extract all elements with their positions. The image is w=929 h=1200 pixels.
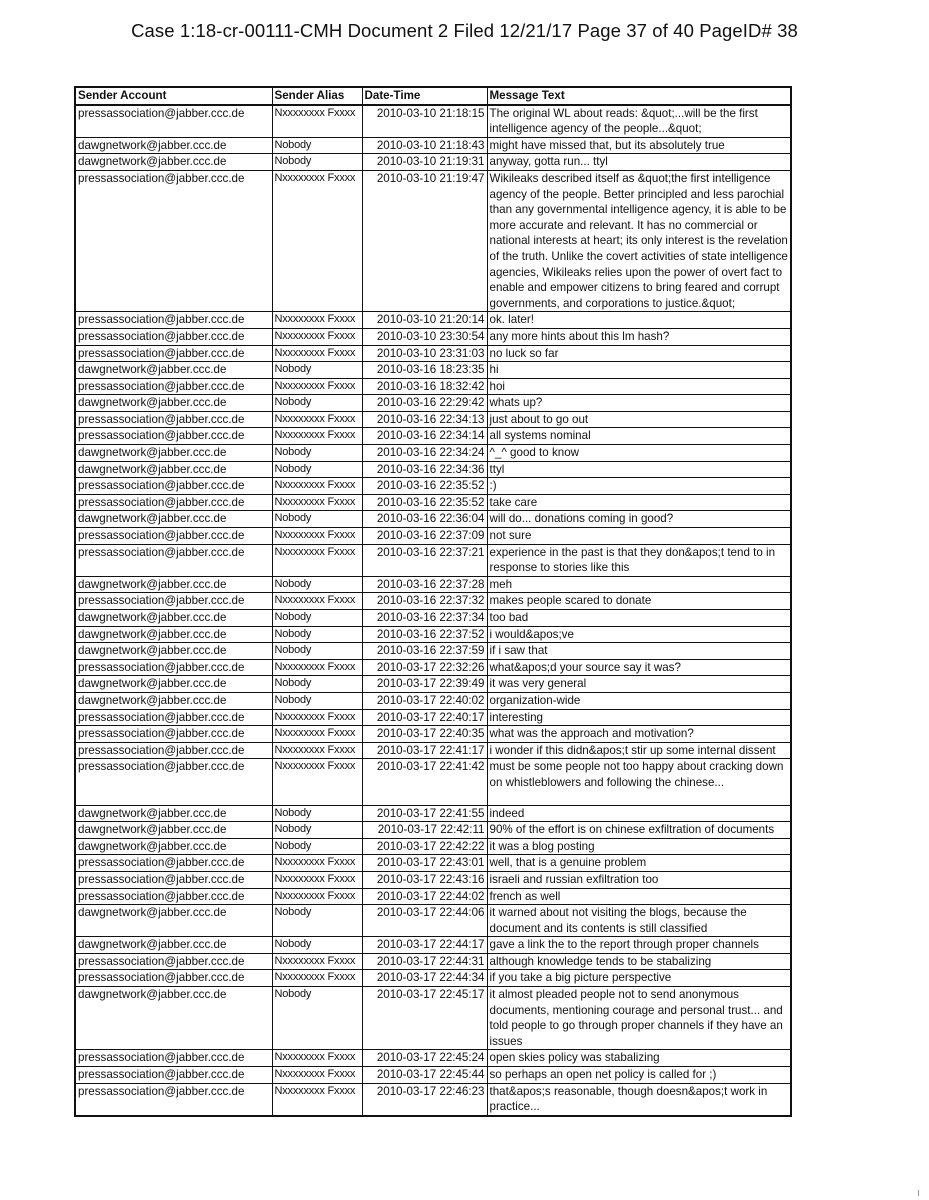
- date-time-cell: 2010-03-17 22:41:55: [362, 805, 487, 822]
- message-text-cell: hoi: [487, 378, 791, 395]
- date-time-cell: 2010-03-16 22:34:13: [362, 411, 487, 428]
- message-text-cell: anyway, gotta run... ttyl: [487, 154, 791, 171]
- message-text-cell: must be some people not too happy about cracking down on whistleblowers and following the chinese...: [487, 759, 791, 805]
- sender-account-cell: dawgnetwork@jabber.ccc.de: [75, 822, 272, 839]
- date-time-cell: 2010-03-17 22:43:16: [362, 871, 487, 888]
- message-text-cell: 90% of the effort is on chinese exfiltration of documents: [487, 822, 791, 839]
- message-text-cell: it almost pleaded people not to send anonymous documents, mentioning courage and personal trust... and told people to go through proper channels if they have an issues: [487, 987, 791, 1050]
- message-text-cell: french as well: [487, 888, 791, 905]
- table-row: [75, 511, 791, 528]
- sender-account-cell: pressassociation@jabber.ccc.de: [75, 411, 272, 428]
- date-time-cell: 2010-03-16 22:35:52: [362, 494, 487, 511]
- table-row: [75, 610, 791, 627]
- table-body: [75, 105, 791, 1116]
- message-text-cell: The original WL about reads: &quot;...will be the first intelligence agency of the people...&quot;: [487, 105, 791, 138]
- sender-alias-cell: Nobody: [272, 822, 362, 839]
- table-row: [75, 1083, 791, 1116]
- date-time-cell: 2010-03-17 22:44:31: [362, 953, 487, 970]
- sender-account-cell: pressassociation@jabber.ccc.de: [75, 544, 272, 576]
- sender-account-cell: pressassociation@jabber.ccc.de: [75, 1083, 272, 1116]
- sender-alias-cell: Nxxxxxxxx Fxxxx: [272, 1083, 362, 1116]
- sender-alias-cell: Nxxxxxxxx Fxxxx: [272, 544, 362, 576]
- message-text-cell: what was the approach and motivation?: [487, 726, 791, 743]
- table-row: [75, 709, 791, 726]
- sender-alias-cell: Nobody: [272, 838, 362, 855]
- table-row: [75, 643, 791, 660]
- date-time-cell: 2010-03-17 22:42:22: [362, 838, 487, 855]
- sender-alias-cell: Nobody: [272, 154, 362, 171]
- message-text-cell: organization-wide: [487, 692, 791, 709]
- sender-account-cell: dawgnetwork@jabber.ccc.de: [75, 511, 272, 528]
- sender-alias-cell: Nxxxxxxxx Fxxxx: [272, 726, 362, 743]
- sender-alias-cell: Nobody: [272, 905, 362, 937]
- table-row: [75, 528, 791, 545]
- message-text-cell: take care: [487, 494, 791, 511]
- message-text-cell: any more hints about this lm hash?: [487, 328, 791, 345]
- date-time-cell: 2010-03-16 22:29:42: [362, 395, 487, 412]
- message-text-cell: ^_^ good to know: [487, 445, 791, 462]
- sender-account-cell: pressassociation@jabber.ccc.de: [75, 170, 272, 311]
- date-time-cell: 2010-03-17 22:44:02: [362, 888, 487, 905]
- sender-alias-cell: Nxxxxxxxx Fxxxx: [272, 1050, 362, 1067]
- table-row: [75, 105, 791, 138]
- message-text-cell: makes people scared to donate: [487, 593, 791, 610]
- message-text-cell: i would&apos;ve: [487, 626, 791, 643]
- sender-alias-cell: Nobody: [272, 511, 362, 528]
- sender-account-cell: pressassociation@jabber.ccc.de: [75, 478, 272, 495]
- sender-alias-cell: Nobody: [272, 137, 362, 154]
- date-time-cell: 2010-03-17 22:45:24: [362, 1050, 487, 1067]
- message-text-cell: open skies policy was stabalizing: [487, 1050, 791, 1067]
- date-time-cell: 2010-03-10 23:30:54: [362, 328, 487, 345]
- sender-account-cell: dawgnetwork@jabber.ccc.de: [75, 692, 272, 709]
- table-row: [75, 1067, 791, 1084]
- table-row: [75, 461, 791, 478]
- sender-alias-cell: Nxxxxxxxx Fxxxx: [272, 312, 362, 329]
- sender-account-cell: dawgnetwork@jabber.ccc.de: [75, 610, 272, 627]
- table-row: [75, 871, 791, 888]
- column-header-sender-alias: Sender Alias: [272, 87, 362, 105]
- date-time-cell: 2010-03-17 22:45:44: [362, 1067, 487, 1084]
- date-time-cell: 2010-03-16 22:34:14: [362, 428, 487, 445]
- date-time-cell: 2010-03-10 21:19:31: [362, 154, 487, 171]
- sender-account-cell: pressassociation@jabber.ccc.de: [75, 742, 272, 759]
- sender-alias-cell: Nobody: [272, 643, 362, 660]
- date-time-cell: 2010-03-16 22:37:09: [362, 528, 487, 545]
- date-time-cell: 2010-03-17 22:41:17: [362, 742, 487, 759]
- column-header-message-text: Message Text: [487, 87, 791, 105]
- message-text-cell: meh: [487, 576, 791, 593]
- table-row: [75, 378, 791, 395]
- sender-alias-cell: Nxxxxxxxx Fxxxx: [272, 411, 362, 428]
- sender-account-cell: pressassociation@jabber.ccc.de: [75, 953, 272, 970]
- sender-account-cell: pressassociation@jabber.ccc.de: [75, 593, 272, 610]
- date-time-cell: 2010-03-16 22:37:34: [362, 610, 487, 627]
- scan-edge-mark: [918, 1190, 919, 1196]
- document-header: Case 1:18-cr-00111-CMH Document 2 Filed 12/21/17 Page 37 of 40 PageID# 38: [131, 20, 798, 41]
- sender-alias-cell: Nxxxxxxxx Fxxxx: [272, 871, 362, 888]
- date-time-cell: 2010-03-16 22:36:04: [362, 511, 487, 528]
- message-text-cell: ok. later!: [487, 312, 791, 329]
- sender-alias-cell: Nobody: [272, 610, 362, 627]
- table-row: [75, 838, 791, 855]
- message-text-cell: if i saw that: [487, 643, 791, 660]
- table-row: [75, 742, 791, 759]
- sender-account-cell: dawgnetwork@jabber.ccc.de: [75, 461, 272, 478]
- sender-alias-cell: Nobody: [272, 676, 362, 693]
- table-row: [75, 445, 791, 462]
- sender-account-cell: pressassociation@jabber.ccc.de: [75, 970, 272, 987]
- message-text-cell: might have missed that, but its absolutely true: [487, 137, 791, 154]
- sender-account-cell: pressassociation@jabber.ccc.de: [75, 855, 272, 872]
- table-row: [75, 428, 791, 445]
- sender-alias-cell: Nxxxxxxxx Fxxxx: [272, 378, 362, 395]
- sender-account-cell: pressassociation@jabber.ccc.de: [75, 888, 272, 905]
- sender-account-cell: dawgnetwork@jabber.ccc.de: [75, 676, 272, 693]
- sender-alias-cell: Nobody: [272, 395, 362, 412]
- sender-alias-cell: Nxxxxxxxx Fxxxx: [272, 953, 362, 970]
- sender-account-cell: dawgnetwork@jabber.ccc.de: [75, 154, 272, 171]
- date-time-cell: 2010-03-17 22:44:06: [362, 905, 487, 937]
- table-row: [75, 822, 791, 839]
- sender-account-cell: dawgnetwork@jabber.ccc.de: [75, 362, 272, 379]
- table-row: [75, 805, 791, 822]
- message-text-cell: interesting: [487, 709, 791, 726]
- message-text-cell: israeli and russian exfiltration too: [487, 871, 791, 888]
- chat-log-table: [74, 86, 792, 1117]
- sender-alias-cell: Nxxxxxxxx Fxxxx: [272, 428, 362, 445]
- date-time-cell: 2010-03-17 22:39:49: [362, 676, 487, 693]
- table-row: [75, 576, 791, 593]
- sender-alias-cell: Nxxxxxxxx Fxxxx: [272, 888, 362, 905]
- sender-account-cell: pressassociation@jabber.ccc.de: [75, 871, 272, 888]
- table-row: [75, 987, 791, 1050]
- sender-account-cell: dawgnetwork@jabber.ccc.de: [75, 937, 272, 954]
- message-text-cell: it warned about not visiting the blogs, because the document and its contents is still classified: [487, 905, 791, 937]
- table-row: [75, 395, 791, 412]
- table-row: [75, 888, 791, 905]
- table-row: [75, 593, 791, 610]
- date-time-cell: 2010-03-17 22:40:35: [362, 726, 487, 743]
- sender-alias-cell: Nxxxxxxxx Fxxxx: [272, 478, 362, 495]
- message-text-cell: not sure: [487, 528, 791, 545]
- table-row: [75, 362, 791, 379]
- sender-account-cell: dawgnetwork@jabber.ccc.de: [75, 987, 272, 1050]
- column-header-sender-account: Sender Account: [75, 87, 272, 105]
- date-time-cell: 2010-03-17 22:46:23: [362, 1083, 487, 1116]
- table-row: [75, 544, 791, 576]
- table-row: [75, 312, 791, 329]
- sender-account-cell: pressassociation@jabber.ccc.de: [75, 709, 272, 726]
- sender-alias-cell: Nxxxxxxxx Fxxxx: [272, 970, 362, 987]
- date-time-cell: 2010-03-17 22:42:11: [362, 822, 487, 839]
- sender-alias-cell: Nobody: [272, 362, 362, 379]
- sender-alias-cell: Nobody: [272, 692, 362, 709]
- message-text-cell: too bad: [487, 610, 791, 627]
- table-row: [75, 855, 791, 872]
- date-time-cell: 2010-03-16 22:34:36: [362, 461, 487, 478]
- date-time-cell: 2010-03-17 22:41:42: [362, 759, 487, 805]
- sender-account-cell: pressassociation@jabber.ccc.de: [75, 528, 272, 545]
- date-time-cell: 2010-03-17 22:40:17: [362, 709, 487, 726]
- table-row: [75, 970, 791, 987]
- message-text-cell: hi: [487, 362, 791, 379]
- date-time-cell: 2010-03-17 22:40:02: [362, 692, 487, 709]
- message-text-cell: so perhaps an open net policy is called for ;): [487, 1067, 791, 1084]
- sender-account-cell: pressassociation@jabber.ccc.de: [75, 1050, 272, 1067]
- message-text-cell: it was very general: [487, 676, 791, 693]
- date-time-cell: 2010-03-10 21:18:15: [362, 105, 487, 138]
- message-text-cell: what&apos;d your source say it was?: [487, 659, 791, 676]
- sender-alias-cell: Nxxxxxxxx Fxxxx: [272, 593, 362, 610]
- date-time-cell: 2010-03-16 18:32:42: [362, 378, 487, 395]
- sender-account-cell: pressassociation@jabber.ccc.de: [75, 659, 272, 676]
- message-text-cell: experience in the past is that they don&apos;t tend to in response to stories like this: [487, 544, 791, 576]
- sender-account-cell: pressassociation@jabber.ccc.de: [75, 428, 272, 445]
- date-time-cell: 2010-03-16 18:23:35: [362, 362, 487, 379]
- sender-account-cell: pressassociation@jabber.ccc.de: [75, 345, 272, 362]
- table-row: [75, 953, 791, 970]
- table-row: [75, 676, 791, 693]
- date-time-cell: 2010-03-10 23:31:03: [362, 345, 487, 362]
- message-text-cell: indeed: [487, 805, 791, 822]
- sender-account-cell: dawgnetwork@jabber.ccc.de: [75, 626, 272, 643]
- sender-alias-cell: Nxxxxxxxx Fxxxx: [272, 1067, 362, 1084]
- table-row: [75, 478, 791, 495]
- table-row: [75, 626, 791, 643]
- date-time-cell: 2010-03-16 22:34:24: [362, 445, 487, 462]
- sender-alias-cell: Nobody: [272, 461, 362, 478]
- sender-account-cell: dawgnetwork@jabber.ccc.de: [75, 905, 272, 937]
- sender-account-cell: dawgnetwork@jabber.ccc.de: [75, 805, 272, 822]
- message-text-cell: well, that is a genuine problem: [487, 855, 791, 872]
- table-row: [75, 494, 791, 511]
- table-row: [75, 154, 791, 171]
- sender-account-cell: dawgnetwork@jabber.ccc.de: [75, 395, 272, 412]
- sender-account-cell: pressassociation@jabber.ccc.de: [75, 328, 272, 345]
- sender-alias-cell: Nxxxxxxxx Fxxxx: [272, 345, 362, 362]
- sender-alias-cell: Nxxxxxxxx Fxxxx: [272, 659, 362, 676]
- table-header-row: [75, 87, 791, 105]
- table-row: [75, 1050, 791, 1067]
- sender-account-cell: pressassociation@jabber.ccc.de: [75, 759, 272, 805]
- sender-account-cell: dawgnetwork@jabber.ccc.de: [75, 838, 272, 855]
- message-text-cell: although knowledge tends to be stabalizing: [487, 953, 791, 970]
- date-time-cell: 2010-03-17 22:45:17: [362, 987, 487, 1050]
- sender-alias-cell: Nobody: [272, 987, 362, 1050]
- table-row: [75, 726, 791, 743]
- sender-alias-cell: Nobody: [272, 937, 362, 954]
- date-time-cell: 2010-03-17 22:44:17: [362, 937, 487, 954]
- sender-alias-cell: Nxxxxxxxx Fxxxx: [272, 855, 362, 872]
- message-text-cell: gave a link the to the report through proper channels: [487, 937, 791, 954]
- sender-alias-cell: Nxxxxxxxx Fxxxx: [272, 709, 362, 726]
- message-text-cell: just about to go out: [487, 411, 791, 428]
- sender-alias-cell: Nxxxxxxxx Fxxxx: [272, 742, 362, 759]
- date-time-cell: 2010-03-17 22:32:26: [362, 659, 487, 676]
- message-text-cell: that&apos;s reasonable, though doesn&apos;t work in practice...: [487, 1083, 791, 1116]
- date-time-cell: 2010-03-17 22:44:34: [362, 970, 487, 987]
- message-text-cell: will do... donations coming in good?: [487, 511, 791, 528]
- sender-alias-cell: Nxxxxxxxx Fxxxx: [272, 528, 362, 545]
- table-row: [75, 759, 791, 805]
- date-time-cell: 2010-03-16 22:37:28: [362, 576, 487, 593]
- message-text-cell: it was a blog posting: [487, 838, 791, 855]
- date-time-cell: 2010-03-16 22:37:52: [362, 626, 487, 643]
- message-text-cell: whats up?: [487, 395, 791, 412]
- date-time-cell: 2010-03-17 22:43:01: [362, 855, 487, 872]
- sender-account-cell: dawgnetwork@jabber.ccc.de: [75, 137, 272, 154]
- date-time-cell: 2010-03-10 21:19:47: [362, 170, 487, 311]
- sender-alias-cell: Nobody: [272, 626, 362, 643]
- date-time-cell: 2010-03-16 22:37:21: [362, 544, 487, 576]
- message-text-cell: all systems nominal: [487, 428, 791, 445]
- table-row: [75, 692, 791, 709]
- date-time-cell: 2010-03-16 22:37:32: [362, 593, 487, 610]
- sender-alias-cell: Nobody: [272, 805, 362, 822]
- message-text-cell: Wikileaks described itself as &quot;the first intelligence agency of the people. Better principled and less parochial than any governmental intelligence agency, it is able to be more accurate and relevant. It has no commercial or national interests at heart; its only interest is the revelation of the truth. Unlike the covert activities of state intelligence agencies, Wikileaks relies upon the power of overt fact to enable and empower citizens to bring feared and corrupt governments, and corporations to justice.&quot;: [487, 170, 791, 311]
- table-row: [75, 137, 791, 154]
- sender-account-cell: dawgnetwork@jabber.ccc.de: [75, 576, 272, 593]
- date-time-cell: 2010-03-16 22:37:59: [362, 643, 487, 660]
- sender-alias-cell: Nxxxxxxxx Fxxxx: [272, 494, 362, 511]
- sender-account-cell: pressassociation@jabber.ccc.de: [75, 494, 272, 511]
- sender-alias-cell: Nxxxxxxxx Fxxxx: [272, 328, 362, 345]
- sender-alias-cell: Nxxxxxxxx Fxxxx: [272, 170, 362, 311]
- sender-account-cell: dawgnetwork@jabber.ccc.de: [75, 643, 272, 660]
- sender-account-cell: pressassociation@jabber.ccc.de: [75, 1067, 272, 1084]
- sender-account-cell: pressassociation@jabber.ccc.de: [75, 312, 272, 329]
- message-text-cell: ttyl: [487, 461, 791, 478]
- message-text-cell: no luck so far: [487, 345, 791, 362]
- sender-alias-cell: Nobody: [272, 445, 362, 462]
- date-time-cell: 2010-03-10 21:20:14: [362, 312, 487, 329]
- sender-alias-cell: Nxxxxxxxx Fxxxx: [272, 759, 362, 805]
- sender-account-cell: pressassociation@jabber.ccc.de: [75, 726, 272, 743]
- message-text-cell: i wonder if this didn&apos;t stir up some internal dissent: [487, 742, 791, 759]
- table-row: [75, 345, 791, 362]
- table-row: [75, 170, 791, 311]
- message-text-cell: :): [487, 478, 791, 495]
- date-time-cell: 2010-03-16 22:35:52: [362, 478, 487, 495]
- table-row: [75, 905, 791, 937]
- table-row: [75, 659, 791, 676]
- sender-account-cell: pressassociation@jabber.ccc.de: [75, 105, 272, 138]
- sender-alias-cell: Nobody: [272, 576, 362, 593]
- table-row: [75, 411, 791, 428]
- sender-account-cell: pressassociation@jabber.ccc.de: [75, 378, 272, 395]
- table-row: [75, 937, 791, 954]
- message-text-cell: if you take a big picture perspective: [487, 970, 791, 987]
- date-time-cell: 2010-03-10 21:18:43: [362, 137, 487, 154]
- column-header-date-time: Date-Time: [362, 87, 487, 105]
- table-row: [75, 328, 791, 345]
- sender-alias-cell: Nxxxxxxxx Fxxxx: [272, 105, 362, 138]
- sender-account-cell: dawgnetwork@jabber.ccc.de: [75, 445, 272, 462]
